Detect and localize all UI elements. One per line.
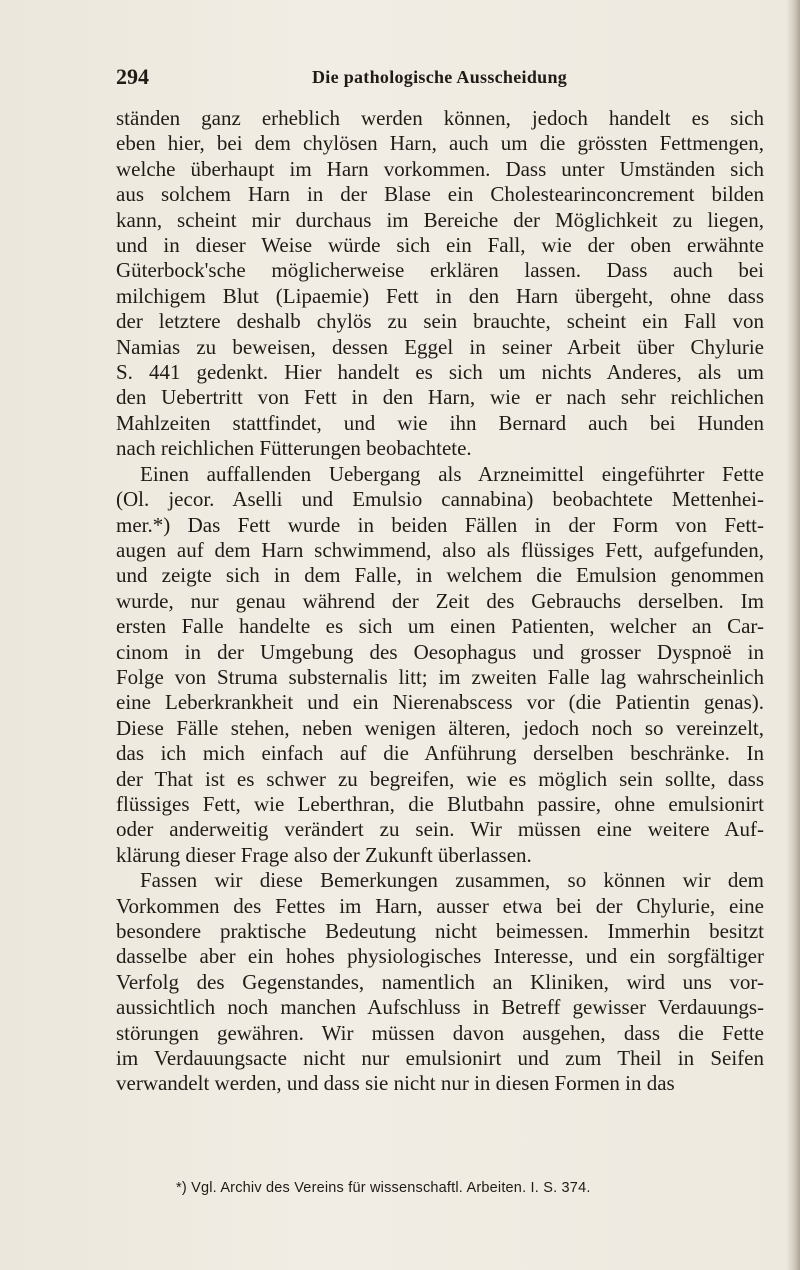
page-header bbox=[116, 64, 756, 94]
text-line: Verfolg des Gegenstandes, namentlich an Kliniken, wird uns vor- bbox=[116, 969, 764, 994]
text-line: Fassen wir diese Bemerkungen zusammen, so können wir dem bbox=[140, 868, 764, 893]
text-line: eben hier, bei dem chylösen Harn, auch um die grössten Fettmengen, bbox=[116, 131, 764, 156]
text-line: welche überhaupt im Harn vorkommen. Dass unter Umständen sich bbox=[116, 156, 764, 181]
text-line: klärung dieser Frage also der Zukunft überlassen. bbox=[116, 842, 532, 867]
text-line: Diese Fälle stehen, neben wenigen älteren, jedoch noch so vereinzelt, bbox=[116, 715, 764, 740]
text-line: (Ol. jecor. Aselli und Emulsio cannabina) beobachtete Mettenhei- bbox=[116, 487, 764, 512]
text-line: und zeigte sich in dem Falle, in welchem die Emulsion genommen bbox=[116, 563, 764, 588]
text-line: milchigem Blut (Lipaemie) Fett in den Harn übergeht, ohne dass bbox=[116, 283, 764, 308]
text-line: der That ist es schwer zu begreifen, wie es möglich sein sollte, dass bbox=[116, 766, 764, 791]
text-line: Folge von Struma substernalis litt; im zweiten Falle lag wahrscheinlich bbox=[116, 664, 764, 689]
text-line: kann, scheint mir durchaus im Bereiche der Möglichkeit zu liegen, bbox=[116, 207, 764, 232]
text-line: den Uebertritt von Fett in den Harn, wie er nach sehr reichlichen bbox=[116, 385, 764, 410]
text-line: im Verdauungsacte nicht nur emulsionirt und zum Theil in Seifen bbox=[116, 1046, 764, 1071]
text-line: nach reichlichen Fütterungen beobachtete. bbox=[116, 436, 472, 461]
text-line: eine Leberkrankheit und ein Nierenabscess vor (die Patientin genas). bbox=[116, 690, 764, 715]
footnote: *) Vgl. Archiv des Vereins für wissenschaftl. Arbeiten. I. S. 374. bbox=[176, 1180, 591, 1196]
text-line: flüssiges Fett, wie Leberthran, die Blutbahn passire, ohne emulsionirt bbox=[116, 791, 764, 816]
text-line: störungen gewähren. Wir müssen davon ausgehen, dass die Fette bbox=[116, 1020, 764, 1045]
body-text bbox=[116, 106, 764, 1097]
text-line: Güterbock'sche möglicherweise erklären lassen. Dass auch bei bbox=[116, 258, 764, 283]
text-line: das ich mich einfach auf die Anführung derselben beschränke. In bbox=[116, 741, 764, 766]
text-line: S. 441 gedenkt. Hier handelt es sich um nichts Anderes, als um bbox=[116, 360, 764, 385]
text-line: mer.*) Das Fett wurde in beiden Fällen in der Form von Fett- bbox=[116, 512, 764, 537]
text-line: Einen auffallenden Uebergang als Arzneimittel eingeführter Fette bbox=[140, 461, 764, 486]
text-line: ständen ganz erheblich werden können, jedoch handelt es sich bbox=[116, 106, 764, 130]
text-line: ersten Falle handelte es sich um einen Patienten, welcher an Car- bbox=[116, 614, 764, 639]
page-edge-shadow bbox=[786, 0, 800, 1270]
text-line: dasselbe aber ein hohes physiologisches Interesse, und ein sorgfältiger bbox=[116, 944, 764, 969]
text-line: aussichtlich noch manchen Aufschluss in Betreff gewisser Verdauungs- bbox=[116, 995, 764, 1020]
text-line: Vorkommen des Fettes im Harn, ausser etwa bei der Chylurie, eine bbox=[116, 893, 764, 918]
text-line: verwandelt werden, und dass sie nicht nur in diesen Formen in das bbox=[116, 1071, 675, 1096]
running-title: Die pathologische Ausscheidung bbox=[312, 67, 568, 87]
text-line: besondere praktische Bedeutung nicht beimessen. Immerhin besitzt bbox=[116, 919, 764, 943]
text-line: wurde, nur genau während der Zeit des Gebrauchs derselben. Im bbox=[116, 588, 764, 613]
text-line: und in dieser Weise würde sich ein Fall, wie der oben erwähnte bbox=[116, 233, 764, 258]
text-line: augen auf dem Harn schwimmend, also als flüssiges Fett, aufgefunden, bbox=[116, 537, 764, 562]
text-line: aus solchem Harn in der Blase ein Cholestearinconcrement bilden bbox=[116, 182, 764, 207]
page-number: 294 bbox=[116, 64, 149, 89]
text-line: Namias zu beweisen, dessen Eggel in seiner Arbeit über Chylurie bbox=[116, 334, 764, 359]
text-line: der letztere deshalb chylös zu sein brauchte, scheint ein Fall von bbox=[116, 309, 764, 334]
text-line: Mahlzeiten stattfindet, und wie ihn Bernard auch bei Hunden bbox=[116, 410, 764, 435]
text-line: oder anderweitig verändert zu sein. Wir müssen eine weitere Auf- bbox=[116, 817, 764, 842]
text-line: cinom in der Umgebung des Oesophagus und grosser Dyspnoë in bbox=[116, 639, 764, 664]
